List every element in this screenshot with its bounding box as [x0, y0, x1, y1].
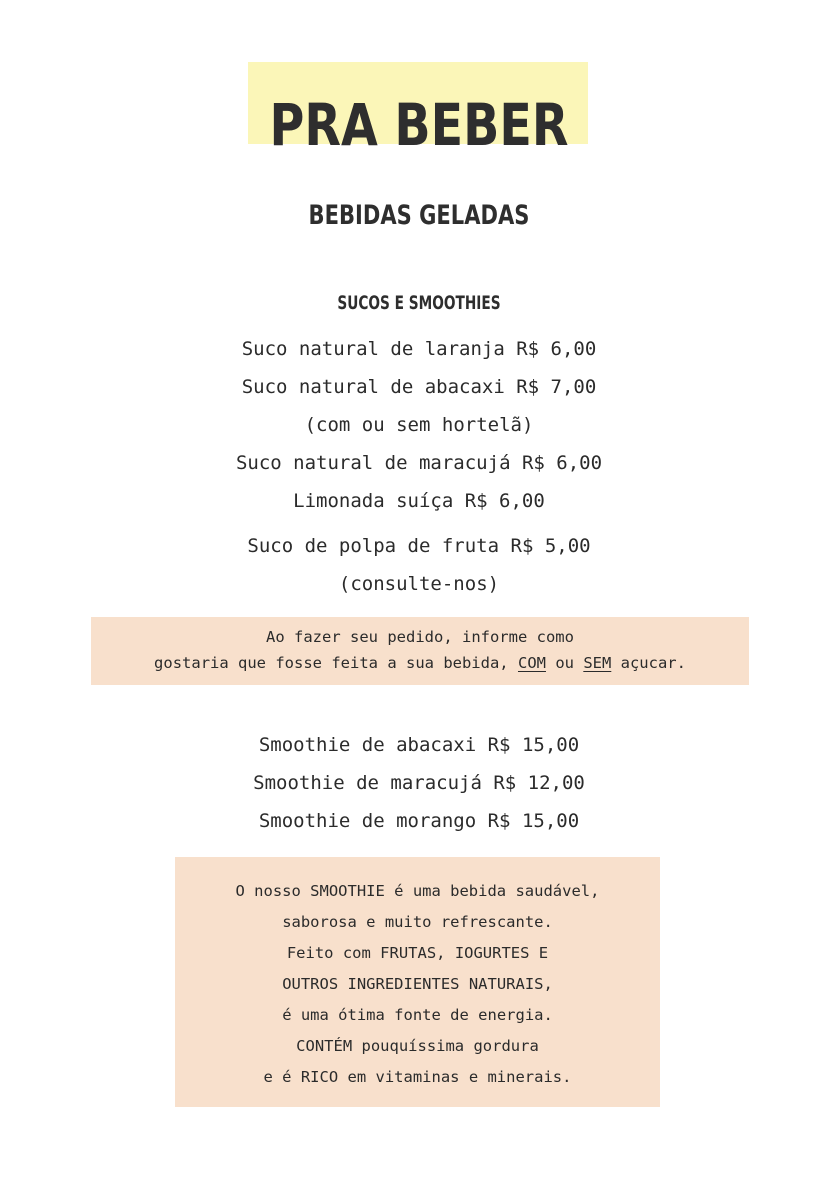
info-line: CONTÉM pouquíssima gordura [296, 1037, 539, 1055]
notice-text: ou [545, 654, 584, 672]
menu-item: Suco natural de abacaxi R$ 7,00 [241, 376, 597, 398]
info-line: OUTROS INGREDIENTES NATURAIS, [282, 975, 553, 993]
notice-line: Ao fazer seu pedido, informe como [266, 628, 574, 646]
sugar-notice-box [91, 617, 749, 685]
menu-item-note: (com ou sem hortelã) [304, 414, 534, 436]
menu-item: Limonada suíça R$ 6,00 [293, 490, 545, 512]
smoothie-info-box [175, 857, 660, 1107]
option-com: COM [517, 654, 546, 672]
menu-item: Smoothie de morango R$ 15,00 [258, 810, 580, 832]
notice-line [91, 652, 749, 674]
menu-item: Smoothie de maracujá R$ 12,00 [253, 772, 585, 794]
menu-item: Smoothie de abacaxi R$ 15,00 [258, 734, 580, 756]
menu-item-note: (consulte-nos) [338, 573, 500, 595]
notice-text: gostaria que fosse feita a sua bebida, [154, 654, 518, 672]
info-line: Feito com FRUTAS, IOGURTES E [286, 944, 549, 962]
menu-item: Suco natural de laranja R$ 6,00 [241, 338, 597, 360]
menu-item: Suco natural de maracujá R$ 6,00 [235, 452, 603, 474]
page-title: PRA BEBER [269, 91, 569, 159]
option-sem: SEM [583, 654, 612, 672]
page-subtitle: BEBIDAS GELADAS [308, 200, 530, 231]
info-line: e é RICO em vitaminas e minerais. [263, 1068, 572, 1086]
notice-text: açucar. [611, 654, 686, 672]
info-line: saborosa e muito refrescante. [282, 913, 553, 931]
section-heading: SUCOS E SMOOTHIES [337, 292, 501, 314]
info-line: é uma ótima fonte de energia. [282, 1006, 553, 1024]
menu-item: Suco de polpa de fruta R$ 5,00 [247, 535, 591, 557]
info-line: O nosso SMOOTHIE é uma bebida saudável, [235, 882, 600, 900]
